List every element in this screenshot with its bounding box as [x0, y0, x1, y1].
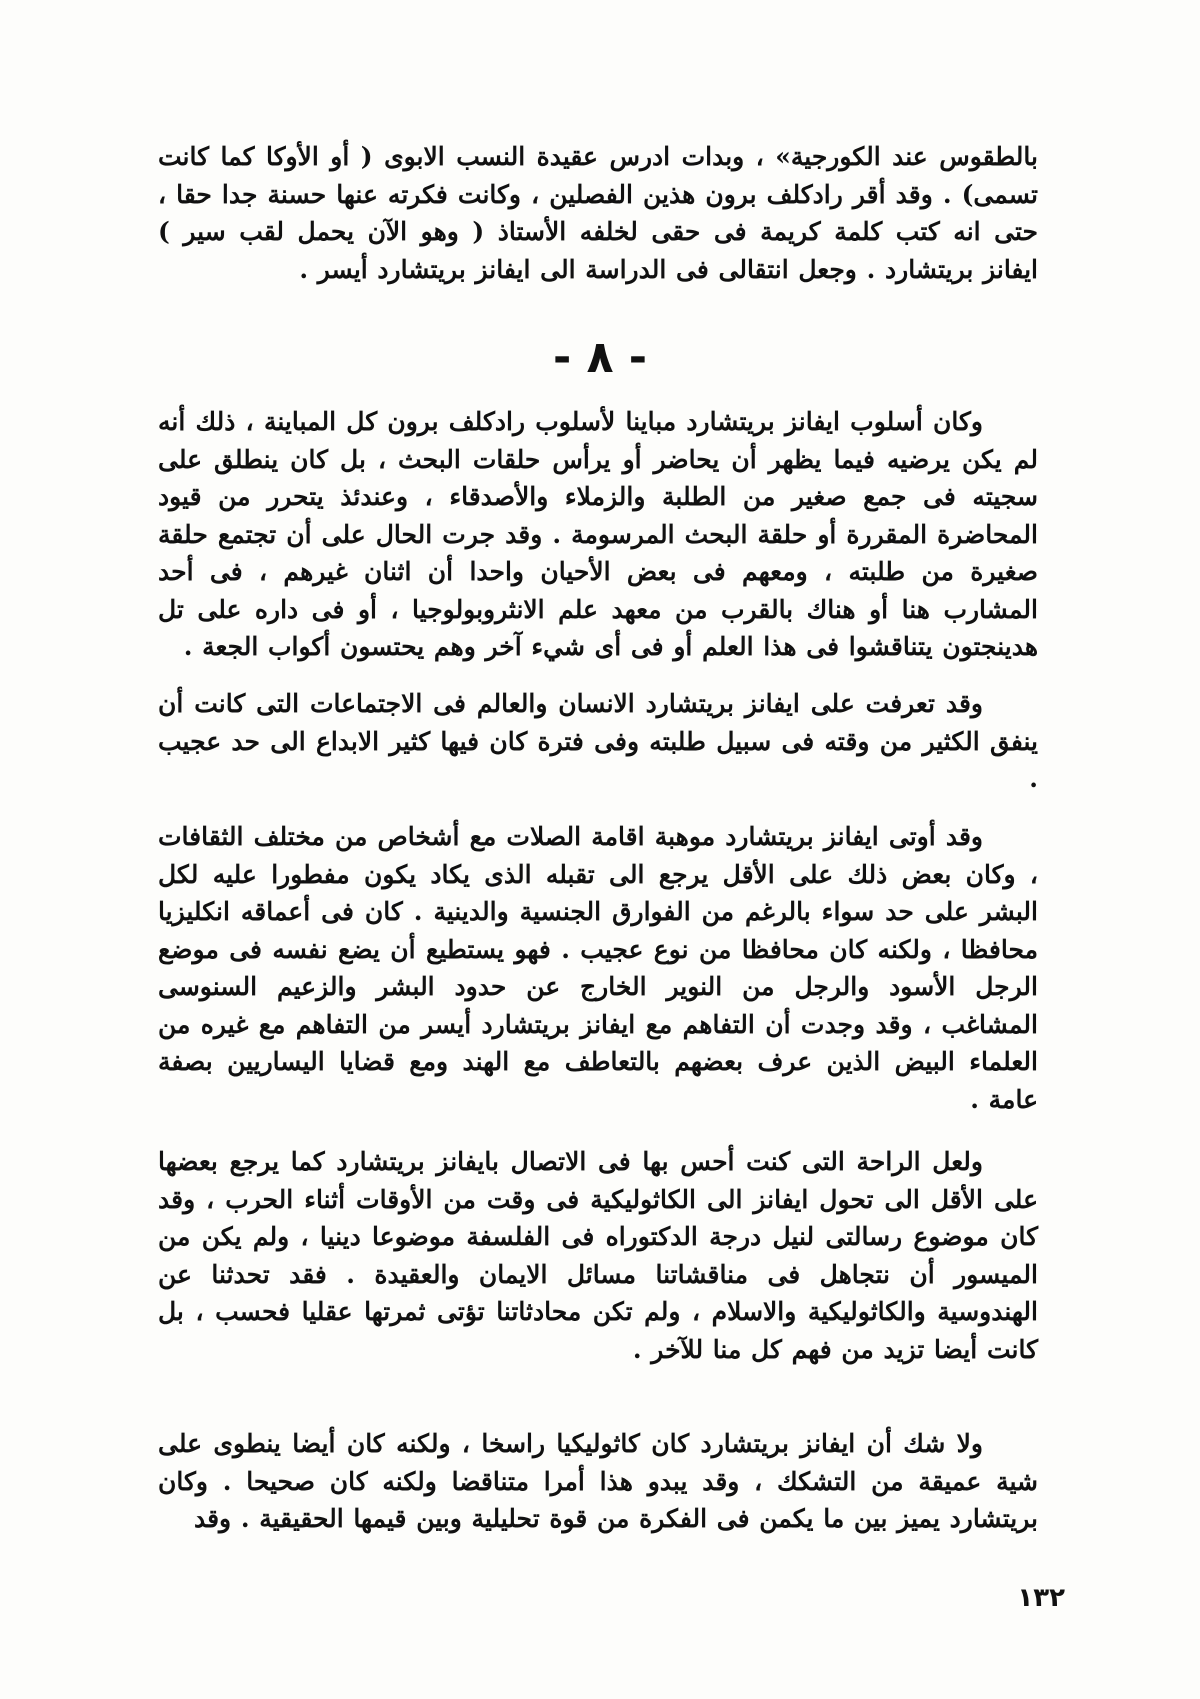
page-number: ١٣٢: [1017, 1583, 1065, 1613]
section-number: - ٨ -: [552, 332, 648, 383]
paragraph-text: وقد تعرفت على ايفانز بريتشارد الانسان والعالم فى الاجتماعات التى كانت أن ينفق الكثير من وقته فى سبيل طلبته وفى فترة كان فيها كثير الابداع الى حد عجيب .: [158, 689, 1038, 793]
paragraph-text: ولا شك أن ايفانز بريتشارد كان كاثوليكيا راسخا ، ولكنه كان أيضا ينطوى على شية عميقة من التشكك ، وقد يبدو هذا أمرا متناقضا ولكنه كان صحيحا . وكان بريتشارد يميز بين ما يكمن فى الفكرة من قوة تحليلية وبين قيمها الحقيقية . وقد: [158, 1429, 1038, 1533]
paragraph-1: [158, 403, 1038, 666]
intro-paragraph: [158, 138, 1038, 288]
paragraph-2: [158, 685, 1038, 798]
paragraph-4: [158, 1143, 1038, 1368]
intro-paragraph-text: بالطقوس عند الكورجية» ، وبدات ادرس عقيدة النسب الابوى ( أو الأوكا كما كانت تسمى) . وقد أقر رادكلف برون هذين الفصلين ، وكانت فكرته عنها حسنة جدا حقا ، حتى انه كتب كلمة كريمة فى حقى لخلفه الأستاذ ( وهو الآن يحمل لقب سير ) ايفانز بريتشارد . وجعل انتقالى فى الدراسة الى ايفانز بريتشارد أيسر .: [158, 142, 1038, 284]
paragraph-text: ولعل الراحة التى كنت أحس بها فى الاتصال بايفانز بريتشارد كما يرجع بعضها على الأقل الى تحول ايفانز الى الكاثوليكية فى وقت من الأوقات أثناء الحرب ، وقد كان موضوع رسالتى لنيل درجة الدكتوراه فى الفلسفة موضوعا دينيا ، ولم يكن من الميسور أن نتجاهل فى مناقشاتنا مسائل الايمان والعقيدة . فقد تحدثنا عن الهندوسية والكاثوليكية والاسلام ، ولم تكن محادثاتنا تؤتى ثمرتها عقليا فحسب ، بل كانت أيضا تزيد من فهم كل منا للآخر .: [158, 1147, 1038, 1364]
paragraph-text: وقد أوتى ايفانز بريتشارد موهبة اقامة الصلات مع أشخاص من مختلف الثقافات ، وكان بعض ذلك على الأقل يرجع الى تقبله الذى يكاد يكون مفطورا عليه لكل البشر على حد سواء بالرغم من الفوارق الجنسية والدينية . كان فى أعماقه انكليزيا محافظا ، ولكنه كان محافظا من نوع عجيب . فهو يستطيع أن يضع نفسه فى موضع الرجل الأسود والرجل من النوير الخارج عن حدود البشر والزعيم السنوسى المشاغب ، وقد وجدت أن التفاهم مع ايفانز بريتشارد أيسر من التفاهم مع غيره من العلماء البيض الذين عرف بعضهم بالتعاطف مع الهند ومع قضايا اليساريين بصفة عامة .: [158, 822, 1038, 1114]
paragraph-5: [158, 1425, 1038, 1538]
paragraph-3: [158, 818, 1038, 1118]
paragraph-text: وكان أسلوب ايفانز بريتشارد مباينا لأسلوب رادكلف برون كل المباينة ، ذلك أنه لم يكن يرضيه فيما يظهر أن يحاضر أو يرأس حلقات البحث ، بل كان ينطلق على سجيته فى جمع صغير من الطلبة والزملاء والأصدقاء ، وعندئذ يتحرر من قيود المحاضرة المقررة أو حلقة البحث المرسومة . وقد جرت الحال على أن تجتمع حلقة صغيرة من طلبته ، ومعهم فى بعض الأحيان واحدا أن اثنان غيرهم ، فى أحد المشارب هنا أو هناك بالقرب من معهد علم الانثروبولوجيا ، أو فى داره على تل هدينجتون يتناقشوا فى هذا العلم أو فى أى شيء آخر وهم يحتسون أكواب الجعة .: [158, 407, 1038, 661]
